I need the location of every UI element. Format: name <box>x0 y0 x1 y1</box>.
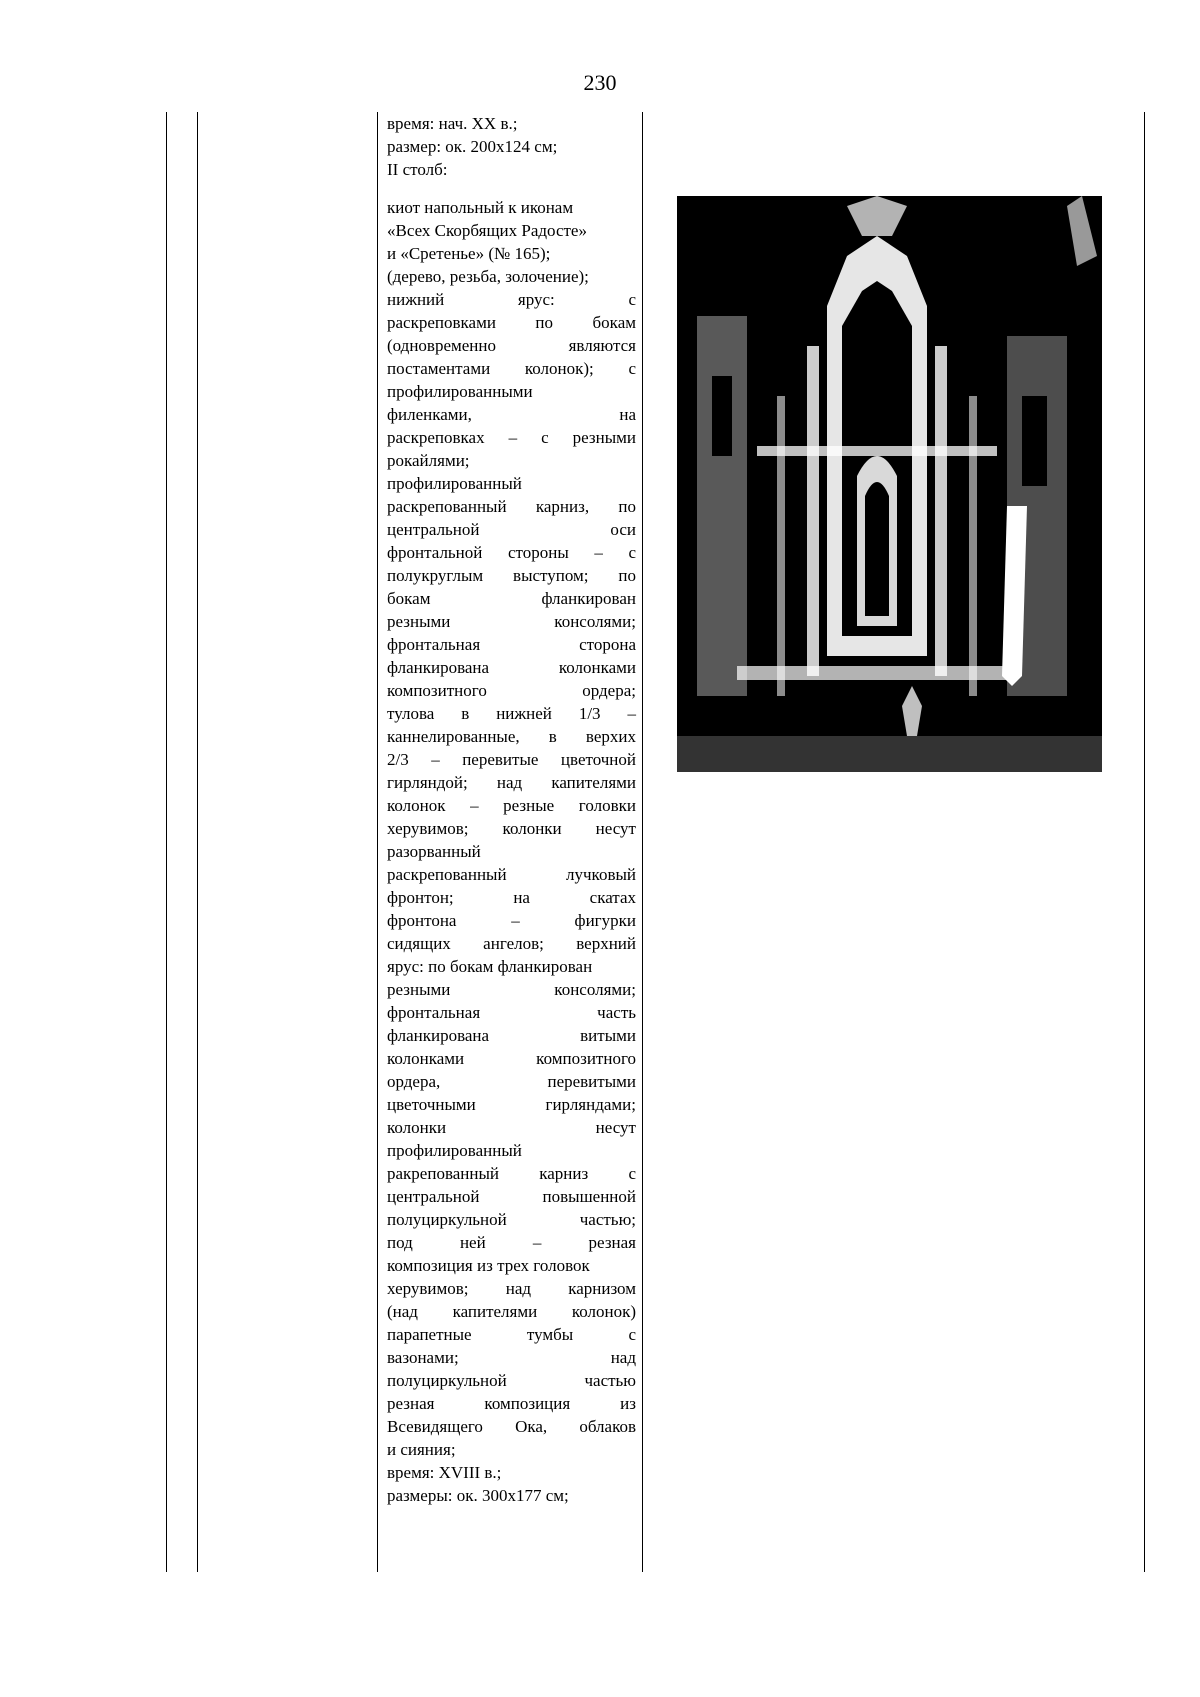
description-line: рокайлями; <box>387 451 470 470</box>
description-line: херувимов; над карнизом <box>387 1279 636 1298</box>
description-line: под ней – резная <box>387 1233 636 1252</box>
description-line: 2/3 – перевитые цветочной <box>387 750 636 769</box>
description-line: фланкирована колонками <box>387 658 636 677</box>
description-line: и «Сретенье» (№ 165); <box>387 244 551 263</box>
description-line: раскрепованный карниз, по <box>387 497 636 516</box>
description-line: раскрепованный лучковый <box>387 865 636 884</box>
description-line: ордера, перевитыми <box>387 1072 636 1091</box>
description-line: полуциркульной частью; <box>387 1210 636 1229</box>
description-line: фронтальная часть <box>387 1003 636 1022</box>
description-line: киот напольный к иконам <box>387 198 574 217</box>
description-line: (над капителями колонок) <box>387 1302 636 1321</box>
description-line: фронтон; на скатах <box>387 888 636 907</box>
description-line: вазонами; над <box>387 1348 636 1367</box>
page-number: 230 <box>583 70 617 95</box>
table-border-1 <box>166 112 167 1572</box>
description-line: колонками композитного <box>387 1049 636 1068</box>
description-line: и сияния; <box>387 1440 456 1459</box>
description-line: колонки несут <box>387 1118 636 1137</box>
description-line: (одновременно являются <box>387 336 636 355</box>
description-line: тулова в нижней 1/3 – <box>387 704 636 723</box>
description-line: парапетные тумбы с <box>387 1325 636 1344</box>
iconostasis-kiot-photo <box>677 196 1102 772</box>
description-line: профилированный <box>387 474 522 493</box>
description-line: сидящих ангелов; верхний <box>387 934 636 953</box>
description-line: разорванный <box>387 842 481 861</box>
table-border-3 <box>377 112 378 1572</box>
photo-image <box>677 196 1102 772</box>
description-line: II столб: <box>387 160 448 179</box>
description-line: время: нач. XX в.; <box>387 114 518 133</box>
description-line: каннелированные, в верхих <box>387 727 636 746</box>
description-line: филенками, на <box>387 405 636 424</box>
description-text <box>387 196 636 1507</box>
description-line: время: XVIII в.; <box>387 1463 502 1482</box>
description-line: размер: ок. 200х124 см; <box>387 137 558 156</box>
description-line: ярус: по бокам фланкирован <box>387 957 593 976</box>
description-line: полуциркульной частью <box>387 1371 636 1390</box>
description-line: фронтальная сторона <box>387 635 636 654</box>
description-line: центральной повышенной <box>387 1187 636 1206</box>
description-line: профилированными <box>387 382 533 401</box>
description-line: херувимов; колонки несут <box>387 819 636 838</box>
description-line: Всевидящего Ока, облаков <box>387 1417 636 1436</box>
description-line: фронтона – фигурки <box>387 911 636 930</box>
description-line: цветочными гирляндами; <box>387 1095 636 1114</box>
description-line: раскреповками по бокам <box>387 313 636 332</box>
description-line: профилированный <box>387 1141 522 1160</box>
description-line: композитного ордера; <box>387 681 636 700</box>
description-line: полукруглым выступом; по <box>387 566 636 585</box>
description-line: (дерево, резьба, золочение); <box>387 267 589 286</box>
description-header <box>387 112 636 181</box>
description-line: «Всех Скорбящих Радосте» <box>387 221 587 240</box>
description-line: центральной оси <box>387 520 636 539</box>
description-line: постаментами колонок); с <box>387 359 636 378</box>
table-border-2 <box>197 112 198 1572</box>
description-line: ракрепованный карниз с <box>387 1164 636 1183</box>
description-line: фронтальной стороны – с <box>387 543 636 562</box>
description-line: фланкирована витыми <box>387 1026 636 1045</box>
description-line: резными консолями; <box>387 612 636 631</box>
description-line: размеры: ок. 300х177 см; <box>387 1486 569 1505</box>
table-border-4 <box>642 112 643 1572</box>
description-line: бокам фланкирован <box>387 589 636 608</box>
description-line: резная композиция из <box>387 1394 636 1413</box>
description-line: резными консолями; <box>387 980 636 999</box>
table-border-5 <box>1144 112 1145 1572</box>
description-line: композиция из трех головок <box>387 1256 590 1275</box>
description-line: раскреповках – с резными <box>387 428 636 447</box>
description-line: гирляндой; над капителями <box>387 773 636 792</box>
description-line: колонок – резные головки <box>387 796 636 815</box>
description-line: нижний ярус: с <box>387 290 636 309</box>
